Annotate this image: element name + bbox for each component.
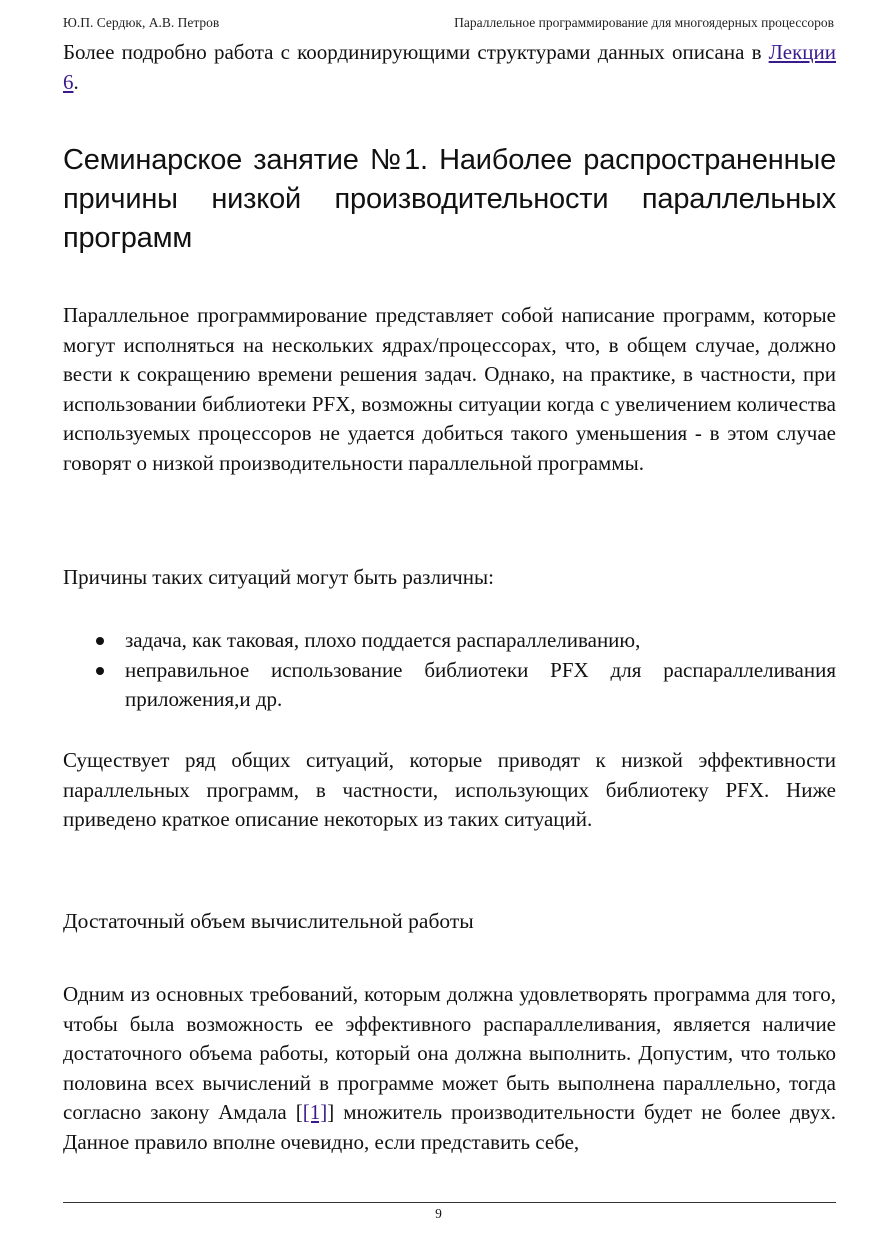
reference-1-link[interactable]: [1] [302,1100,328,1124]
workload-text: Одним из основных требований, которым должна удовлетворять программа для того, чтобы была возможность ее эффективного распараллеливания, является наличие достаточного объема работы, который она должна выполнить. Допустим, что только половина всех вычислений в программе может быть выполнена параллельно, тогда согласно закону Амдала [ [63,982,836,1124]
workload-text-end: ] множитель производительности будет не более двух. Данное правило вполне очевидно, если представить себе, [63,1100,837,1154]
list-item [63,656,836,715]
list-item [63,626,836,656]
intro-text-end: . [73,69,79,94]
footer-divider [63,1202,836,1203]
intro-text: Более подробно работа с координирующими структурами данных описана в [63,40,769,64]
paragraph-parallel-programming: Параллельное программирование представляет собой написание программ, которые могут исполняться на нескольких ядрах/процессорах, что, в общем случае, должно вести к сокращению времени решения задач. Однако, на практике, в частности, при использовании библиотеки PFX, возможны ситуации когда с увеличением количества используемых процессоров не удается добиться такого уменьшения - в этом случае говорят о низкой производительности параллельной программы. [63,303,836,475]
bullet-icon [96,667,104,675]
list-item-text: задача, как таковая, плохо поддается распараллеливанию, [125,628,641,652]
header-authors: Ю.П. Сердюк, А.В. Петров [63,15,220,30]
subsection-title: Достаточный объем вычислительной работы [63,909,474,933]
causes-list [63,626,836,715]
paragraph-causes-intro: Причины таких ситуаций могут быть различны: [63,565,494,589]
paragraph-workload [63,980,836,1157]
lecture-6-link[interactable]: Лекции 6 [63,40,836,94]
bullet-icon [96,637,104,645]
running-header [63,15,836,31]
section-title: Семинарское занятие №1. Наиболее распространенные причины низкой производительности параллельных программ [63,144,836,254]
paragraph-common-situations: Существует ряд общих ситуаций, которые приводят к низкой эффективности параллельных программ, в частности, использующих библиотеку PFX. Ниже приведено краткое описание некоторых из таких ситуаций. [63,748,836,831]
header-course-title: Параллельное программирование для многоядерных процессоров [454,15,834,30]
page-number: 9 [435,1206,442,1221]
list-item-text: неправильное использование библиотеки PFX для распараллеливания приложения,и др. [125,657,836,711]
intro-paragraph [63,38,836,97]
